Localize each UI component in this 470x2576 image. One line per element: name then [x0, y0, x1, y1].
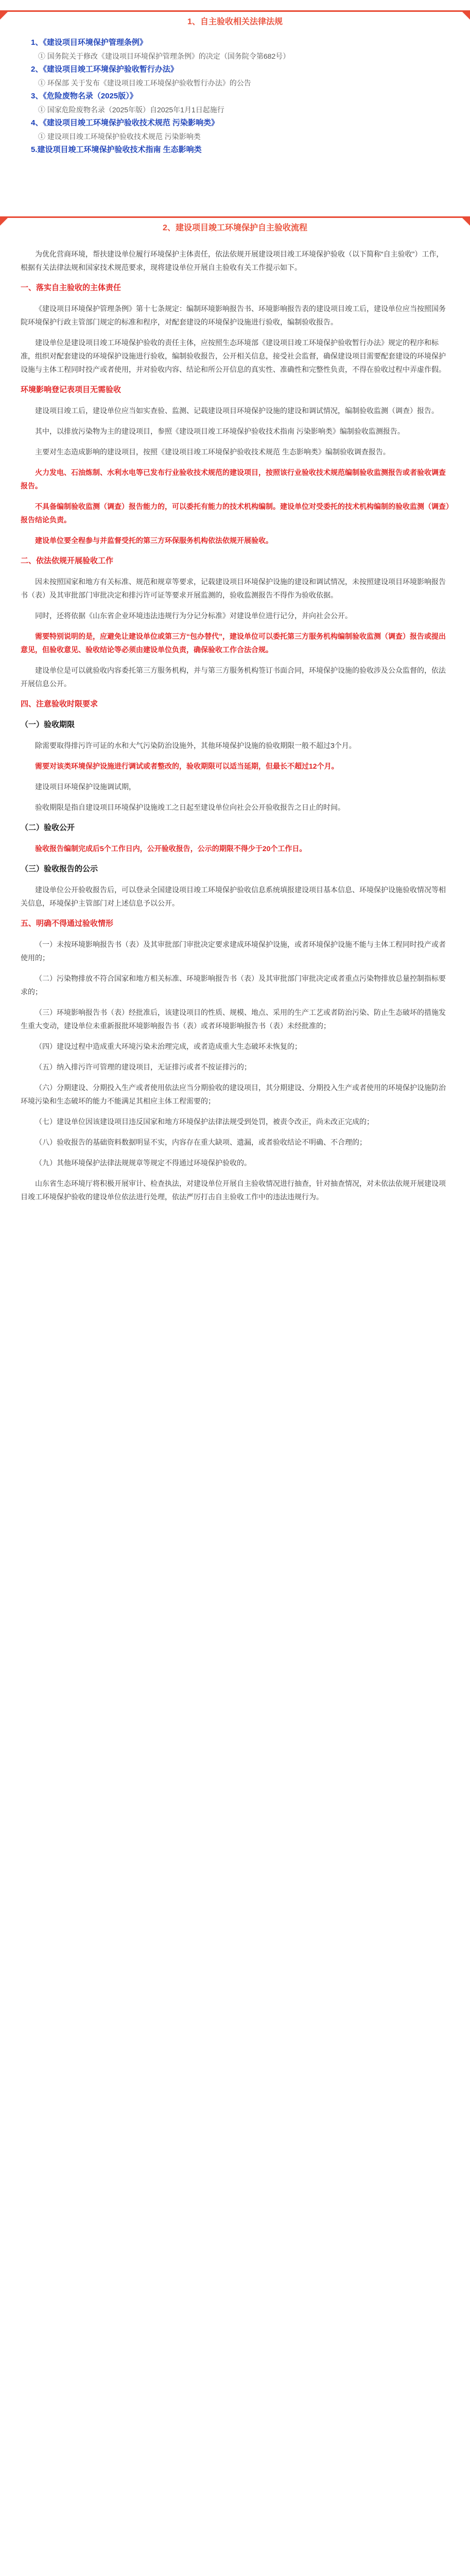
- section-title: 1、自主验收相关法律法规: [187, 18, 283, 26]
- article-body: [21, 247, 449, 1211]
- paragraph: 《建设项目环境保护管理条例》第十七条规定：编制环境影响报告书、环境影响报告表的建设项目竣工后，建设单位应当按照国务院环境保护行政主管部门规定的标准和程序，对配套建设的环境保护设施进行验收，编制验收报告。: [21, 304, 446, 326]
- section-title: 2、建设项目竣工环境保护自主验收流程: [163, 224, 307, 232]
- subheading: （三）验收报告的公示: [21, 865, 98, 873]
- heading: 四、注意验收时限要求: [21, 700, 98, 708]
- paragraph: 验收期限是指自建设项目环境保护设施竣工之日起至建设单位向社会公开验收报告之日止的时间。: [35, 803, 345, 811]
- list-item: （四）建设过程中造成重大环境污染未治理完成，或者造成重大生态破坏未恢复的；: [35, 1042, 302, 1050]
- list-item: （五）纳入排污许可管理的建设项目，无证排污或者不按证排污的；: [35, 1063, 251, 1071]
- heading: 环境影响登记表项目无需验收: [21, 385, 121, 394]
- paragraph: 为优化营商环境，帮扶建设单位履行环境保护主体责任，依法依规开展建设项目竣工环境保护验收（以下简称“自主验收”）工作，根据有关法律法规和国家技术规范要求，现将建设单位开展自主验收有关工作提示如下。: [21, 250, 444, 272]
- paragraph: 主要对生态造成影响的建设项目，按照《建设项目竣工环境保护验收技术规范 生态影响类》编制验收调查报告。: [35, 448, 390, 456]
- subheading: （二）验收公开: [21, 823, 75, 832]
- list-item: （三）环境影响报告书（表）经批准后，该建设项目的性质、规模、地点、采用的生产工艺或者防治污染、防止生态破坏的措施发生重大变动，建设单位未重新报批环境影响报告书（表）或者环境影响报告书（表）未经批准的；: [21, 1008, 446, 1030]
- paragraph: 建设项目环境保护设施调试期，: [35, 783, 136, 791]
- regulation-link[interactable]: 5.建设项目竣工环境保护验收技术指南 生态影响类: [31, 145, 202, 154]
- regulation-sub-link[interactable]: ① 国务院关于修改《建设项目环境保护管理条例》的决定（国务院令第682号）: [38, 52, 290, 60]
- list-item: （一）未按环境影响报告书（表）及其审批部门审批决定要求建成环境保护设施，或者环境保护设施不能与主体工程同时投产或者使用的；: [21, 940, 446, 962]
- heading: 五、明确不得通过验收情形: [21, 919, 114, 928]
- paragraph-emphasis: 建设单位要全程参与并监督受托的第三方环保服务机构依法依规开展验收。: [35, 536, 273, 545]
- section-header-2: [0, 216, 470, 235]
- paragraph: 因未按照国家和地方有关标准、规范和规章等要求，记载建设项目环境保护设施的建设和调试情况，未按照建设项目环境影响报告书（表）及其审批部门审批决定和排污许可证等要求开展监测的，验收监测报告不得作为验收依据。: [21, 578, 446, 599]
- regulation-sub-link[interactable]: ① 建设项目竣工环境保护验收技术规范 污染影响类: [38, 132, 201, 141]
- paragraph: 同时，还将依据《山东省企业环境违法违规行为分记分标准》对建设单位进行记分，并向社会公开。: [35, 612, 352, 620]
- heading: 一、落实自主验收的主体责任: [21, 283, 121, 292]
- regulation-list: [31, 36, 438, 157]
- paragraph: 建设单位是可以就验收内容委托第三方服务机构，并与第三方服务机构签订书面合同，环境保护设施的验收涉及公众监督的，依法开展信息公开。: [21, 666, 446, 688]
- heading: 二、依法依规开展验收工作: [21, 556, 114, 565]
- paragraph-emphasis: 火力发电、石油炼制、水利水电等已发布行业验收技术规范的建设项目，按照该行业验收技术规范编制验收监测报告或者验收调查报告。: [21, 468, 446, 490]
- paragraph-emphasis: 需要特别说明的是，应避免让建设单位或第三方“包办替代”，建设单位可以委托第三方服务机构编制验收监测（调查）报告或提出意见，但验收意见、验收结论等必须由建设单位负责，确保验收工作合法合规。: [21, 632, 446, 654]
- paragraph: 除需要取得排污许可证的水和大气污染防治设施外，其他环境保护设施的验收期限一般不超过3个月。: [35, 741, 356, 750]
- regulation-link[interactable]: 4、《建设项目竣工环境保护验收技术规范 污染影响类》: [31, 118, 219, 127]
- section-header-1: [0, 10, 470, 29]
- regulation-sub-link[interactable]: ① 国家危险废物名录（2025年版）自2025年1月1日起施行: [38, 106, 224, 114]
- paragraph-emphasis: 验收报告编制完成后5个工作日内，公开验收报告，公示的期限不得少于20个工作日。: [35, 844, 307, 853]
- list-item: （九）其他环境保护法律法规规章等规定不得通过环境保护验收的。: [35, 1159, 251, 1167]
- list-item: （七）建设单位因该建设项目违反国家和地方环境保护法律法规受到处罚，被责令改正，尚未改正完成的；: [35, 1117, 374, 1126]
- paragraph: 建设单位是建设项目竣工环境保护验收的责任主体，应按照生态环境部《建设项目竣工环境保护验收暂行办法》规定的程序和标准，组织对配套建设的环境保护设施进行验收，编制验收报告，公开相关信息，接受社会监督，确保建设项目需要配套建设的环境保护设施与主体工程同时投产或者使用，并对验收内容、结论和所公开信息的真实性、准确性和完整性负责，不得在验收过程中弄虚作假。: [21, 338, 446, 374]
- paragraph: 其中，以排放污染物为主的建设项目，参照《建设项目竣工环境保护验收技术指南 污染影响类》编制验收监测报告。: [35, 427, 405, 435]
- regulation-sub-link[interactable]: ① 环保部 关于发布《建设项目竣工环境保护验收暂行办法》的公告: [38, 79, 251, 87]
- subheading: （一）验收期限: [21, 720, 75, 729]
- paragraph-emphasis: 不具备编制验收监测（调查）报告能力的，可以委托有能力的技术机构编制。建设单位对受委托的技术机构编制的验收监测（调查）报告结论负责。: [21, 502, 449, 524]
- paragraph-emphasis: 需要对该类环境保护设施进行调试或者整改的，验收期限可以适当延期，但最长不超过12个月。: [35, 762, 339, 770]
- paragraph: 建设项目竣工后，建设单位应当如实查验、监测、记载建设项目环境保护设施的建设和调试情况，编制验收监测（调查）报告。: [35, 406, 439, 415]
- paragraph: 建设单位公开验收报告后，可以登录全国建设项目竣工环境保护验收信息系统填报建设项目基本信息、环境保护设施验收情况等相关信息，环境保护主管部门对上述信息予以公开。: [21, 886, 446, 907]
- list-item: （六）分期建设、分期投入生产或者使用依法应当分期验收的建设项目，其分期建设、分期投入生产或者使用的环境保护设施防治环境污染和生态破坏的能力不能满足其相应主体工程需要的；: [21, 1083, 446, 1105]
- regulation-link[interactable]: 1、《建设项目环境保护管理条例》: [31, 38, 147, 47]
- list-item: （八）验收报告的基础资料数据明显不实，内容存在重大缺项、遗漏，或者验收结论不明确、不合理的；: [35, 1138, 367, 1146]
- regulation-link[interactable]: 3、《危险废物名录（2025版）》: [31, 92, 137, 100]
- paragraph: 山东省生态环境厅将积极开展审计、检查执法，对建设单位开展自主验收情况进行抽查，针对抽查情况，对未依法依规开展建设项目竣工环境保护验收的建设单位依法进行处理，依法严厉打击自主验收工作中的违法违规行为。: [21, 1179, 446, 1201]
- list-item: （二）污染物排放不符合国家和地方相关标准、环境影响报告书（表）及其审批部门审批决定或者重点污染物排放总量控制指标要求的；: [21, 974, 446, 996]
- regulation-link[interactable]: 2、《建设项目竣工环境保护验收暂行办法》: [31, 65, 178, 74]
